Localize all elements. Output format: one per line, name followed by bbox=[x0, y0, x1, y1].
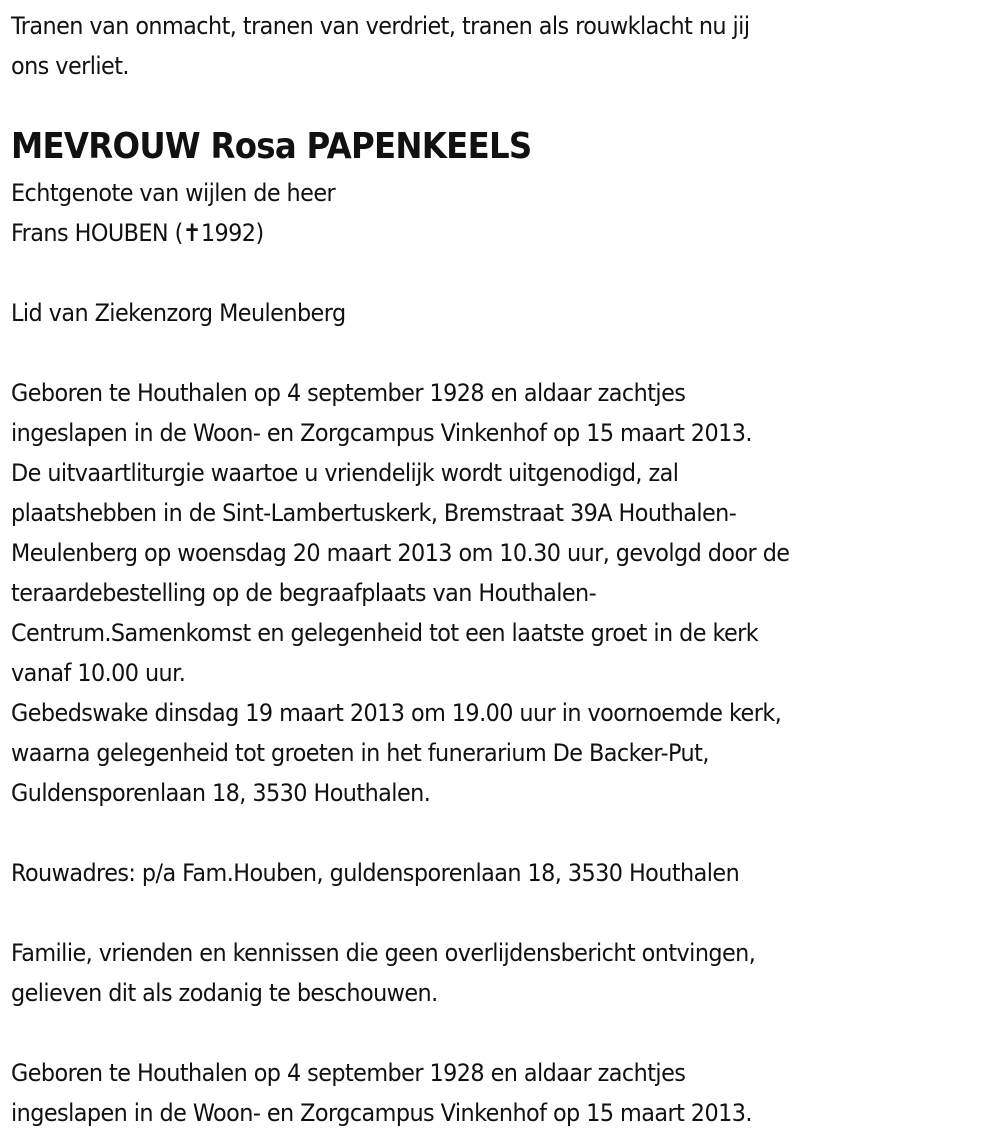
spouse-line: Echtgenote van wijlen de heer bbox=[11, 179, 336, 207]
membership-line: Lid van Ziekenzorg Meulenberg bbox=[11, 299, 346, 327]
family-notice bbox=[11, 933, 811, 1013]
details-line: vanaf 10.00 uur. bbox=[11, 659, 186, 687]
spouse-line: Frans HOUBEN (✝1992) bbox=[11, 219, 264, 247]
details-line: Geboren te Houthalen op 4 september 1928 en aldaar zachtjes bbox=[11, 379, 686, 407]
details-line: Gebedswake dinsdag 19 maart 2013 om 19.00 uur in voornoemde kerk, bbox=[11, 699, 782, 727]
mourning-address bbox=[11, 853, 794, 893]
repeat-line: Geboren te Houthalen op 4 september 1928 en aldaar zachtjes bbox=[11, 1059, 686, 1087]
membership-info bbox=[11, 293, 371, 333]
intro-line: ons verliet. bbox=[11, 52, 129, 80]
details-line: teraardebestelling op de begraafplaats van Houthalen- bbox=[11, 579, 597, 607]
family-notice-line: gelieven dit als zodanig te beschouwen. bbox=[11, 979, 438, 1007]
address-line: Rouwadres: p/a Fam.Houben, guldensporenlaan 18, 3530 Houthalen bbox=[11, 859, 740, 887]
details-line: De uitvaartliturgie waartoe u vriendelijk wordt uitgenodigd, zal bbox=[11, 459, 679, 487]
deceased-name-title: MEVROUW Rosa PAPENKEELS bbox=[11, 126, 532, 167]
intro-line: Tranen van onmacht, tranen van verdriet, tranen als rouwklacht nu jij bbox=[11, 12, 750, 40]
details-line: ingeslapen in de Woon- en Zorgcampus Vinkenhof op 15 maart 2013. bbox=[11, 419, 752, 447]
spouse-info bbox=[11, 173, 360, 253]
details-line: Centrum.Samenkomst en gelegenheid tot een laatste groet in de kerk bbox=[11, 619, 759, 647]
details-line: Guldensporenlaan 18, 3530 Houthalen. bbox=[11, 779, 431, 807]
funeral-details bbox=[11, 373, 848, 813]
family-notice-line: Familie, vrienden en kennissen die geen overlijdensbericht ontvingen, bbox=[11, 939, 756, 967]
details-line: Meulenberg op woensdag 20 maart 2013 om 10.30 uur, gevolgd door de bbox=[11, 539, 790, 567]
birth-death-repeat bbox=[11, 1053, 808, 1133]
details-line: waarna gelegenheid tot groeten in het funerarium De Backer-Put, bbox=[11, 739, 709, 767]
intro-verse bbox=[11, 6, 805, 86]
repeat-line: ingeslapen in de Woon- en Zorgcampus Vinkenhof op 15 maart 2013. bbox=[11, 1099, 752, 1127]
details-line: plaatshebben in de Sint-Lambertuskerk, Bremstraat 39A Houthalen- bbox=[11, 499, 737, 527]
